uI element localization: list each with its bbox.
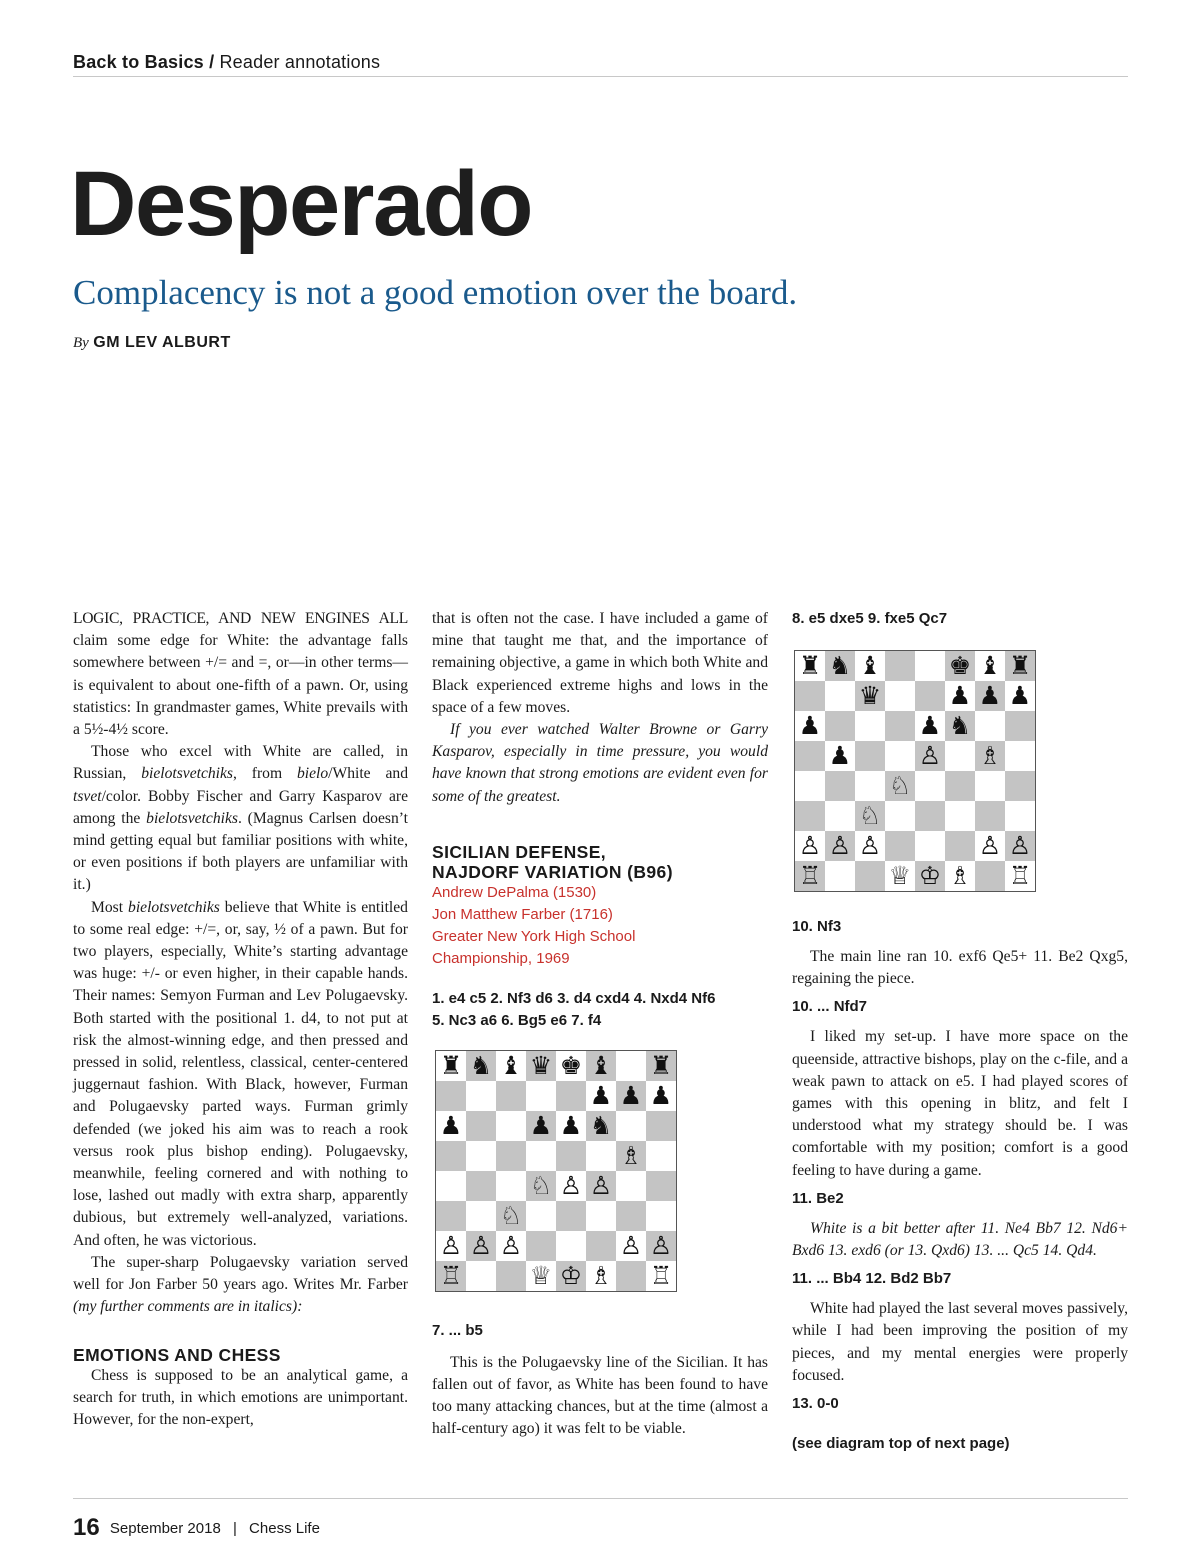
square-g1 [975, 861, 1005, 891]
game-heading-line1: SICILIAN DEFENSE, [432, 841, 607, 862]
text: , from [232, 765, 283, 783]
white-bishop-icon: ♗ [619, 1140, 643, 1170]
article-subtitle: Complacency is not a good emotion over the board. [73, 273, 798, 312]
square-g4 [975, 771, 1005, 801]
white-pawn-icon: ♙ [649, 1230, 673, 1260]
italic-term: bielotsvetchiks [128, 898, 220, 916]
white-pawn-icon: ♙ [798, 831, 822, 860]
black-bishop-icon: ♝ [858, 651, 882, 680]
square-h6 [1005, 711, 1035, 741]
move-13: 13. 0-0 [792, 1395, 839, 1413]
square-h5 [646, 1141, 676, 1171]
square-b6 [825, 711, 855, 741]
square-f3 [586, 1201, 616, 1231]
square-a3 [795, 801, 825, 831]
page-number: 16 [73, 1514, 100, 1541]
square-h3 [1005, 801, 1035, 831]
column-1 [73, 608, 408, 1431]
square-h5 [1005, 741, 1035, 771]
lead-in-caps: LOGIC, PRACTICE, AND NEW ENGINES ALL [73, 610, 408, 627]
paragraph-furman-polugaevsky [73, 897, 408, 1252]
square-b1 [466, 1261, 496, 1291]
chess-diagram-2 [794, 650, 1036, 892]
square-g3 [616, 1201, 646, 1231]
black-knight-icon: ♞ [828, 651, 852, 680]
square-a5 [436, 1141, 466, 1171]
italic-note: (my further comments are in italics): [73, 1298, 303, 1316]
square-h6 [646, 1111, 676, 1141]
square-f3 [945, 801, 975, 831]
square-c1 [496, 1261, 526, 1291]
text: Most [91, 898, 124, 916]
byline-by: By [73, 335, 89, 351]
black-king-icon: ♚ [948, 651, 972, 680]
square-c6 [496, 1111, 526, 1141]
paragraph-bielotsvetchiks [73, 741, 408, 896]
square-c4 [496, 1171, 526, 1201]
square-h4 [646, 1171, 676, 1201]
black-pawn-icon: ♟ [1008, 681, 1032, 710]
section-heading-emotions: EMOTIONS AND CHESS [73, 1344, 281, 1365]
black-pawn-icon: ♟ [439, 1110, 463, 1140]
square-a7 [795, 681, 825, 711]
square-d7 [526, 1081, 556, 1111]
square-g4 [616, 1171, 646, 1201]
paragraph-farber [73, 1252, 408, 1319]
column-3 [792, 608, 1128, 1455]
moves-1-7-line2: 5. Nc3 a6 6. Bg5 e6 7. f4 [432, 1011, 602, 1029]
black-pawn-icon: ♟ [978, 681, 1002, 710]
move-10-black: 10. ... Nfd7 [792, 998, 868, 1016]
square-b4 [466, 1171, 496, 1201]
square-e3 [556, 1201, 586, 1231]
white-pawn-icon: ♙ [469, 1230, 493, 1260]
see-diagram-note: (see diagram top of next page) [792, 1435, 1010, 1453]
header-slash: / [209, 52, 215, 72]
square-a5 [795, 741, 825, 771]
text: believe that White is entitled to some real edge: +/=, or, say, ½ of a pawn. But for two players, especially, White’s starting advantage was huge: +/- or even higher, in their capable hands. Their names: Semyon Furman and Lev Polugaevsky. Both started with the positional 1. d4, to not put at risk the almost-winning edge, and then pressed and pressed in solid, relentless, classical, center-centered juggernaut fashion. With Black, however, Furman and Polugaevsky parted ways. Furman grimly defended (we joked his aim was to reach a rook versus rook plus bishop ending). Polugaevsky, meanwhile, feeling cornered and with nothing to lose, lashed out madly with extra sharp, apparently dubious, but extremely well-analyzed, variations. And often, he was victorious. [73, 898, 408, 1249]
square-e8 [915, 651, 945, 681]
paragraph-intro [73, 608, 408, 741]
square-b7 [466, 1081, 496, 1111]
white-queen-icon: ♕ [529, 1260, 553, 1290]
square-e2 [915, 831, 945, 861]
square-g6 [975, 711, 1005, 741]
black-player: Jon Matthew Farber (1716) [432, 905, 613, 923]
white-king-icon: ♔ [918, 861, 942, 890]
square-g1 [616, 1261, 646, 1291]
square-h4 [1005, 771, 1035, 801]
square-d7 [885, 681, 915, 711]
italic-term: bielotsvetchiks [141, 765, 233, 783]
header-section: Back to Basics [73, 52, 204, 72]
black-pawn-icon: ♟ [649, 1080, 673, 1110]
white-rook-icon: ♖ [439, 1260, 463, 1290]
white-knight-icon: ♘ [529, 1170, 553, 1200]
square-b3 [825, 801, 855, 831]
square-e4 [915, 771, 945, 801]
black-bishop-icon: ♝ [978, 651, 1002, 680]
italic-term: tsvet [73, 787, 102, 805]
white-pawn-icon: ♙ [1008, 831, 1032, 860]
header-subsection: Reader annotations [219, 52, 381, 72]
text: . (Magnus Carlsen doesn’t mind getting equal but familiar positions with white, or even positions if both players are unfamiliar with it.) [73, 809, 408, 894]
black-queen-icon: ♛ [529, 1050, 553, 1080]
paragraph-editor-comment: If you ever watched Walter Browne or Garry Kasparov, especially in time pressure, you would have known that strong emotions are evident even for some of the greatest. [432, 721, 768, 805]
square-d5 [885, 741, 915, 771]
square-e5 [556, 1141, 586, 1171]
paragraph-polugaevsky-line: This is the Polugaevsky line of the Sicilian. It has fallen out of favor, as White has been found to have too many attacking chances, but at the time (almost a half-century ago) it was felt to be viable. [432, 1353, 768, 1438]
byline [73, 334, 231, 352]
article-title: Desperado [70, 153, 532, 255]
white-pawn-icon: ♙ [559, 1170, 583, 1200]
black-pawn-icon: ♟ [619, 1080, 643, 1110]
square-c5 [496, 1141, 526, 1171]
paragraph-editor-note-11: White is a bit better after 11. Ne4 Bb7 12. Nd6+ Bxd6 13. exd6 (or 13. Qxd6) 13. ... Qc5 14. Qd4. [792, 1219, 1128, 1260]
square-e2 [556, 1231, 586, 1261]
black-rook-icon: ♜ [649, 1050, 673, 1080]
move-7-black: 7. ... b5 [432, 1321, 483, 1339]
black-knight-icon: ♞ [948, 711, 972, 740]
moves-1-7-line1: 1. e4 c5 2. Nf3 d6 3. d4 cxd4 4. Nxd4 Nf6 [432, 989, 716, 1007]
move-10: 10. Nf3 [792, 918, 842, 935]
header-divider [73, 76, 1128, 77]
footer-separator: | [232, 1520, 237, 1537]
white-knight-icon: ♘ [858, 801, 882, 830]
square-h3 [646, 1201, 676, 1231]
square-d5 [526, 1141, 556, 1171]
black-pawn-icon: ♟ [798, 711, 822, 740]
paragraph-passive: White had played the last several moves passively, while I had been improving the position of my pieces, and my mental energies were properly focused. [792, 1300, 1128, 1384]
square-c7 [496, 1081, 526, 1111]
square-f4 [945, 771, 975, 801]
square-f2 [586, 1231, 616, 1261]
square-a3 [436, 1201, 466, 1231]
white-pawn-icon: ♙ [439, 1230, 463, 1260]
white-knight-icon: ♘ [888, 771, 912, 800]
white-bishop-icon: ♗ [589, 1260, 613, 1290]
white-rook-icon: ♖ [649, 1260, 673, 1290]
square-b1 [825, 861, 855, 891]
square-d3 [885, 801, 915, 831]
square-a4 [795, 771, 825, 801]
event-line1: Greater New York High School [432, 927, 636, 945]
paragraph-emotions: Chess is supposed to be an analytical game, a search for truth, in which emotions are unimportant. However, for the non-expert, [73, 1366, 408, 1428]
square-c4 [855, 771, 885, 801]
square-e3 [915, 801, 945, 831]
white-player: Andrew DePalma (1530) [432, 883, 597, 901]
black-king-icon: ♚ [559, 1050, 583, 1080]
black-queen-icon: ♛ [858, 681, 882, 710]
black-bishop-icon: ♝ [589, 1050, 613, 1080]
running-header [73, 52, 1128, 73]
text: The super-sharp Polugaevsky variation served well for Jon Farber 50 years ago. Writes Mr. Farber [73, 1253, 408, 1294]
white-rook-icon: ♖ [798, 861, 822, 890]
white-pawn-icon: ♙ [499, 1230, 523, 1260]
square-e7 [556, 1081, 586, 1111]
black-pawn-icon: ♟ [828, 741, 852, 770]
white-queen-icon: ♕ [888, 861, 912, 890]
square-a4 [436, 1171, 466, 1201]
square-c1 [855, 861, 885, 891]
white-pawn-icon: ♙ [619, 1230, 643, 1260]
square-d3 [526, 1201, 556, 1231]
black-rook-icon: ♜ [1008, 651, 1032, 680]
black-pawn-icon: ♟ [918, 711, 942, 740]
paragraph-game-intro: that is often not the case. I have included a game of mine that taught me that, and the importance of remaining objective, a game in which both White and Black experienced extreme highs and lows in the space of a few moves. [432, 610, 768, 716]
white-pawn-icon: ♙ [918, 741, 942, 770]
moves-11-12: 11. ... Bb4 12. Bd2 Bb7 [792, 1270, 952, 1288]
white-king-icon: ♔ [559, 1260, 583, 1290]
italic-term: bielo [296, 765, 329, 783]
white-pawn-icon: ♙ [858, 831, 882, 860]
white-bishop-icon: ♗ [948, 861, 972, 890]
magazine-name: Chess Life [249, 1520, 320, 1537]
paragraph-text: claim some edge for White: the advantage falls somewhere between +/= and =, or—in other terms—is equivalent to about one-fifth of a pawn. Or, using statistics: In grandmaster games, White prevails with a 5½-4½ score. [73, 632, 408, 739]
chess-diagram-1 [435, 1050, 677, 1292]
paragraph-set-up: I liked my set-up. I have more space on the queenside, attractive bishops, play on the c-file, and a weak pawn to attack on e5. I had played scores of games with this opening in blitz, and felt I understood what my strategy should be. I was comfortable with my position; comfort is a good feeling to have during a game. [792, 1028, 1128, 1179]
square-e7 [915, 681, 945, 711]
issue-date: September 2018 [109, 1520, 221, 1537]
square-b5 [466, 1141, 496, 1171]
column-2 [432, 608, 768, 1441]
square-b3 [466, 1201, 496, 1231]
square-g6 [616, 1111, 646, 1141]
square-f5 [945, 741, 975, 771]
black-bishop-icon: ♝ [499, 1050, 523, 1080]
square-a7 [436, 1081, 466, 1111]
square-c5 [855, 741, 885, 771]
square-b7 [825, 681, 855, 711]
square-f5 [586, 1141, 616, 1171]
black-pawn-icon: ♟ [529, 1110, 553, 1140]
square-d6 [885, 711, 915, 741]
move-11: 11. Be2 [792, 1189, 844, 1207]
square-g8 [616, 1051, 646, 1081]
game-heading-line2: NAJDORF VARIATION (B96) [432, 861, 673, 882]
square-b6 [466, 1111, 496, 1141]
square-g3 [975, 801, 1005, 831]
white-pawn-icon: ♙ [828, 831, 852, 860]
page-footer [73, 1514, 320, 1542]
black-pawn-icon: ♟ [948, 681, 972, 710]
moves-8-9: 8. e5 dxe5 9. fxe5 Qc7 [792, 610, 948, 627]
byline-author: GM LEV ALBURT [93, 334, 231, 351]
event-line2: Championship, 1969 [432, 949, 570, 967]
square-d2 [885, 831, 915, 861]
square-f2 [945, 831, 975, 861]
black-knight-icon: ♞ [589, 1110, 613, 1140]
white-pawn-icon: ♙ [589, 1170, 613, 1200]
text: /color. Bobby Fischer and Garry Kasparov are among the [73, 787, 408, 827]
text: Those who excel with White are called, in Russian, [73, 743, 408, 783]
text: /White and [328, 765, 408, 783]
square-b4 [825, 771, 855, 801]
white-bishop-icon: ♗ [978, 741, 1002, 770]
black-pawn-icon: ♟ [589, 1080, 613, 1110]
square-c6 [855, 711, 885, 741]
square-d2 [526, 1231, 556, 1261]
square-d8 [885, 651, 915, 681]
white-knight-icon: ♘ [499, 1200, 523, 1230]
footer-divider [73, 1498, 1128, 1499]
black-rook-icon: ♜ [798, 651, 822, 680]
white-rook-icon: ♖ [1008, 861, 1032, 890]
italic-term: bielotsvetchiks [146, 809, 238, 827]
black-pawn-icon: ♟ [559, 1110, 583, 1140]
paragraph-main-line: The main line ran 10. exf6 Qe5+ 11. Be2 Qxg5, regaining the piece. [792, 948, 1128, 988]
white-pawn-icon: ♙ [978, 831, 1002, 860]
black-rook-icon: ♜ [439, 1050, 463, 1080]
black-knight-icon: ♞ [469, 1050, 493, 1080]
